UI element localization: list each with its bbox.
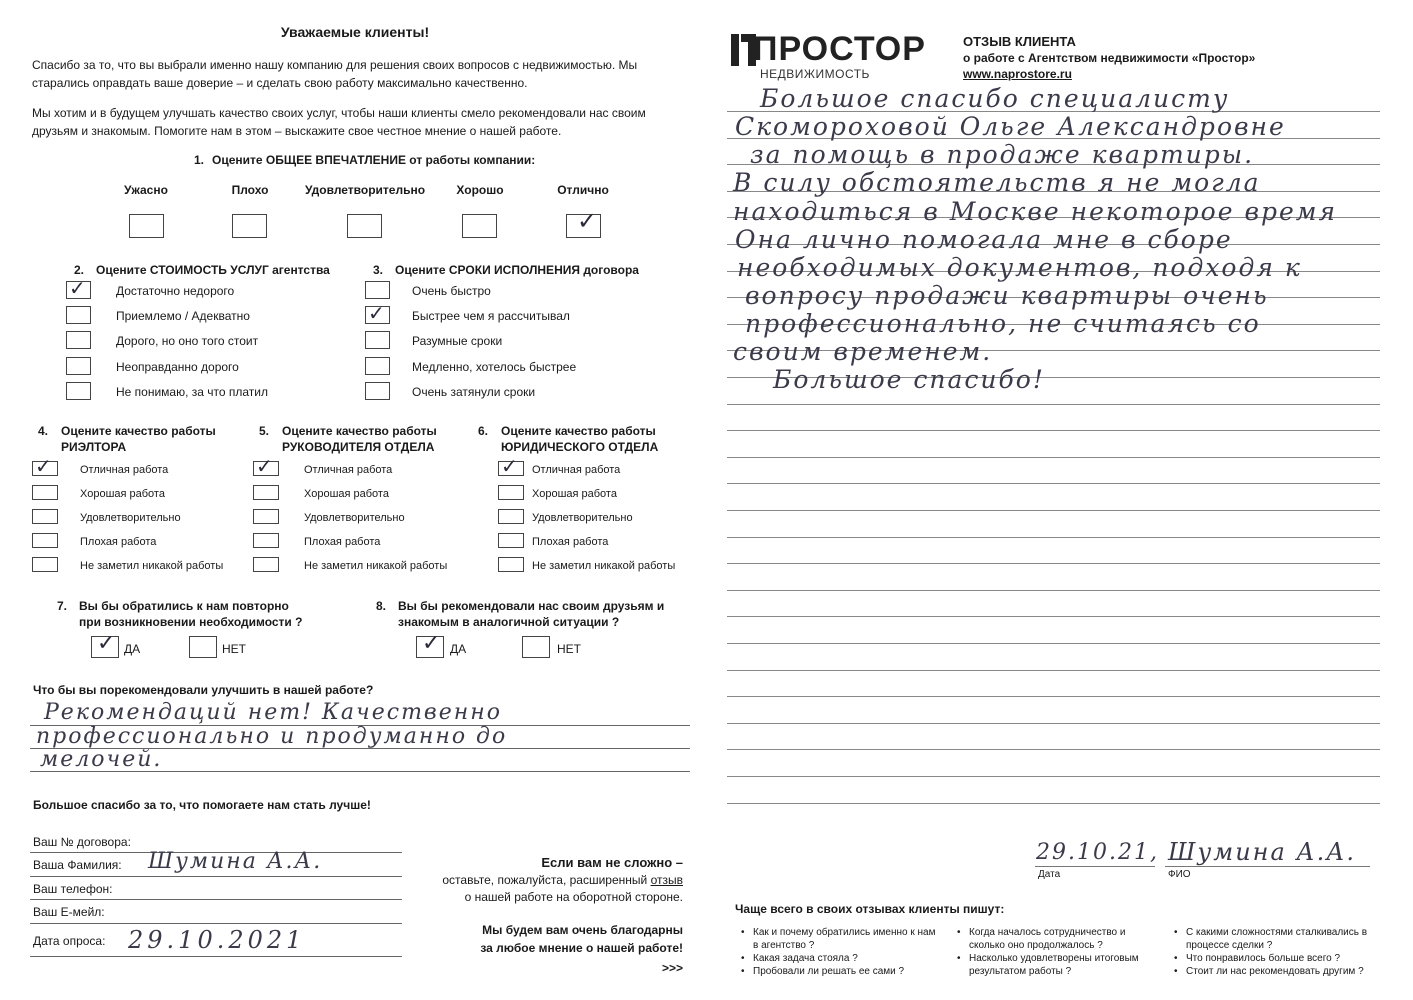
check-mark-icon: ✓ xyxy=(577,207,598,235)
q8-checkbox-yes[interactable] xyxy=(416,631,444,658)
next-page-arrows[interactable]: >>> xyxy=(661,961,683,975)
review-line: за помощь в продаже квартиры. xyxy=(750,140,1255,169)
q3-checkbox[interactable] xyxy=(365,331,390,349)
surname-value[interactable]: Шумина А.А. xyxy=(148,849,323,874)
q6-number: 6. xyxy=(478,424,489,438)
prompt-item: • Как и почему обратились именно к нам в агентство ? xyxy=(741,927,936,951)
q5-checkbox[interactable] xyxy=(253,454,279,478)
q5-checkbox[interactable] xyxy=(253,533,279,548)
side-note-line3: о нашей работе на оборотной стороне. xyxy=(464,890,683,904)
bullet-icon: • xyxy=(957,927,961,938)
q8-title-line1: Вы бы рекомендовали нас своим друзьям и xyxy=(398,599,665,613)
improve-answer-line: мелочей. xyxy=(40,747,163,772)
signature-date: 29.10.21, xyxy=(1036,840,1159,865)
review-line: своим временем. xyxy=(733,337,993,366)
logo-text: ПРОСТОР xyxy=(753,30,926,68)
date-line xyxy=(30,956,402,957)
bullet-icon: • xyxy=(1174,953,1178,964)
q1-option-label: Ужасно xyxy=(124,183,168,197)
q1-title: Оцените ОБЩЕЕ ВПЕЧАТЛЕНИЕ от работы компании: xyxy=(212,153,536,167)
q4-checkbox[interactable] xyxy=(32,485,58,500)
prompts-column-2 xyxy=(957,926,1157,978)
logo-subtitle: НЕДВИЖИМОСТЬ xyxy=(760,67,870,81)
writing-line xyxy=(727,563,1380,564)
q8-no-label: НЕТ xyxy=(557,642,581,656)
q1-checkbox-bad[interactable] xyxy=(232,214,267,238)
q5-checkbox[interactable] xyxy=(253,509,279,524)
q2-number: 2. xyxy=(74,263,85,277)
writing-line xyxy=(727,803,1380,804)
review-line: Большое спасибо специалисту xyxy=(760,84,1230,113)
q3-title: Оцените СРОКИ ИСПОЛНЕНИЯ договора xyxy=(395,263,639,277)
q6-option-label: Отличная работа xyxy=(532,464,621,476)
q5-option-label: Плохая работа xyxy=(304,536,381,548)
writing-line xyxy=(727,616,1380,617)
q6-checkbox[interactable] xyxy=(498,454,524,478)
q7-checkbox-no[interactable] xyxy=(189,636,217,658)
q1-option-label: Удовлетворительно xyxy=(304,183,426,197)
q6-checkbox[interactable] xyxy=(498,485,524,500)
prompt-item: • Насколько удовлетворены итоговым результатом работы ? xyxy=(957,953,1139,977)
side-note-text: оставьте, пожалуйста, расширенный xyxy=(442,873,651,887)
q6-checkbox[interactable] xyxy=(498,509,524,524)
q2-option-label: Не понимаю, за что платил xyxy=(116,385,269,399)
q2-checkbox[interactable] xyxy=(66,357,91,375)
review-line: необходимых документов, подходя к xyxy=(737,253,1302,282)
review-header-title: ОТЗЫВ КЛИЕНТА xyxy=(963,34,1076,49)
writing-line xyxy=(727,430,1380,431)
q1-option-label: Отлично xyxy=(557,183,609,197)
fio-caption: ФИО xyxy=(1168,869,1191,880)
q6-option-label: Хорошая работа xyxy=(532,488,617,500)
side-note-line1: Если вам не сложно – xyxy=(541,855,683,870)
page-heading: Уважаемые клиенты! xyxy=(280,24,430,40)
bullet-icon: • xyxy=(957,953,961,964)
q2-option-label: Дорого, но оно того стоит xyxy=(116,334,259,348)
q1-checkbox-excellent[interactable] xyxy=(566,207,601,238)
phone-label: Ваш телефон: xyxy=(33,882,113,896)
writing-line xyxy=(727,537,1380,538)
q4-checkbox[interactable] xyxy=(32,557,58,572)
q5-title-line2: РУКОВОДИТЕЛЯ ОТДЕЛА xyxy=(282,440,435,454)
q6-option-label: Удовлетворительно xyxy=(532,512,633,524)
q4-checkbox[interactable] xyxy=(32,509,58,524)
q4-number: 4. xyxy=(38,424,49,438)
phone-line xyxy=(30,899,402,900)
q4-option-label: Плохая работа xyxy=(80,536,157,548)
survey-date-value[interactable]: 29.10.2021 xyxy=(128,926,306,954)
writing-line xyxy=(727,776,1380,777)
q7-yes-label: ДА xyxy=(124,642,141,656)
prompt-item: • Когда началось сотрудничество и сколько оно продолжалось ? xyxy=(957,927,1126,951)
review-line: профессионально, не считаясь со xyxy=(745,309,1261,338)
q2-checkbox[interactable] xyxy=(66,382,91,400)
q3-checkbox[interactable] xyxy=(365,301,390,325)
q5-number: 5. xyxy=(259,424,270,438)
check-mark-icon: ✓ xyxy=(97,631,116,656)
q8-checkbox-no[interactable] xyxy=(522,636,550,658)
q6-option-label: Плохая работа xyxy=(532,536,609,548)
q5-checkbox[interactable] xyxy=(253,485,279,500)
writing-line xyxy=(727,643,1380,644)
check-mark-icon: ✓ xyxy=(501,454,518,478)
bullet-icon: • xyxy=(741,966,745,977)
q4-option-label: Не заметил никакой работы xyxy=(80,560,224,572)
check-mark-icon: ✓ xyxy=(368,301,385,325)
date-signature-line xyxy=(1035,866,1155,867)
surname-label: Ваша Фамилия: xyxy=(33,858,122,872)
q3-option-label: Быстрее чем я рассчитывал xyxy=(412,309,570,323)
q5-option-label: Хорошая работа xyxy=(304,488,389,500)
writing-line xyxy=(727,483,1380,484)
bullet-icon: • xyxy=(741,953,745,964)
q3-checkbox[interactable] xyxy=(365,382,390,400)
q2-option-label: Достаточно недорого xyxy=(116,284,235,298)
check-mark-icon: ✓ xyxy=(35,454,52,478)
q5-checkbox[interactable] xyxy=(253,557,279,572)
date-label: Дата опроса: xyxy=(33,934,106,948)
q7-number: 7. xyxy=(57,599,68,613)
q3-option-label: Очень быстро xyxy=(412,284,491,298)
check-mark-icon: ✓ xyxy=(256,454,273,478)
q8-title-line2: знакомым в аналогичной ситуации ? xyxy=(398,615,620,629)
q7-title-line1: Вы бы обратились к нам повторно xyxy=(79,599,289,613)
q6-checkbox[interactable] xyxy=(498,557,524,572)
feedback-link[interactable]: отзыв xyxy=(650,873,683,887)
review-line: Большое спасибо! xyxy=(773,365,1045,394)
writing-line xyxy=(727,749,1380,750)
review-line: находиться в Москве некоторое время xyxy=(733,197,1338,226)
side-note-line2 xyxy=(400,873,683,887)
intro-paragraph-1: Спасибо за то, что вы выбрали именно нашу компанию для решения своих вопросов с недвижимостью. Мы старались оправдать ваше доверие – и сделать свою работу максимально качественно. xyxy=(32,58,638,90)
q3-option-label: Очень затянули сроки xyxy=(412,385,536,399)
q4-option-label: Хорошая работа xyxy=(80,488,165,500)
email-label: Ваш Е-мейл: xyxy=(33,905,105,919)
q3-number: 3. xyxy=(373,263,384,277)
writing-line xyxy=(727,696,1380,697)
side-note-line4: Мы будем вам очень благодарны xyxy=(482,923,683,937)
q4-title-line2: РИЭЛТОРА xyxy=(61,440,127,454)
prompt-item: • Какая задача стояла ? xyxy=(741,953,858,964)
q5-option-label: Не заметил никакой работы xyxy=(304,560,448,572)
q4-title-line1: Оцените качество работы xyxy=(61,424,216,438)
improve-answer-line: Рекомендаций нет! Качественно xyxy=(44,700,502,725)
q4-checkbox[interactable] xyxy=(32,533,58,548)
website-link[interactable]: www.naprostore.ru xyxy=(963,67,1072,81)
q2-checkbox[interactable] xyxy=(66,331,91,349)
surname-line xyxy=(30,876,402,877)
review-line: Скомороховой Ольге Александровне xyxy=(735,112,1286,141)
q8-yes-label: ДА xyxy=(450,642,467,656)
review-line: вопросу продажи квартиры очень xyxy=(745,281,1269,310)
q1-checkbox-satisfactory[interactable] xyxy=(347,214,382,238)
q3-checkbox[interactable] xyxy=(365,281,390,299)
q6-title-line1: Оцените качество работы xyxy=(501,424,656,438)
side-note-line5: за любое мнение о нашей работе! xyxy=(480,941,683,955)
q7-checkbox-yes[interactable] xyxy=(91,631,119,658)
date-caption: Дата xyxy=(1038,869,1061,880)
signature-name: Шумина А.А. xyxy=(1168,838,1357,866)
review-line: В силу обстоятельств я не могла xyxy=(733,168,1261,197)
q1-checkbox-good[interactable] xyxy=(462,214,497,238)
q2-checkbox[interactable] xyxy=(66,276,91,300)
review-line: Она лично помогала мне в сборе xyxy=(735,225,1233,254)
q2-title: Оцените СТОИМОСТЬ УСЛУГ агентства xyxy=(96,263,330,277)
q5-title-line1: Оцените качество работы xyxy=(282,424,437,438)
improve-question: Что бы вы порекомендовали улучшить в нашей работе? xyxy=(33,683,374,697)
q3-option-label: Разумные сроки xyxy=(412,334,503,348)
q7-title-line2: при возникновении необходимости ? xyxy=(79,615,303,629)
prompts-column-3 xyxy=(1174,926,1374,978)
prompts-title: Чаще всего в своих отзывах клиенты пишут: xyxy=(735,902,1005,916)
q4-option-label: Удовлетворительно xyxy=(80,512,181,524)
bullet-icon: • xyxy=(741,927,745,938)
writing-line xyxy=(727,723,1380,724)
q3-checkbox[interactable] xyxy=(365,357,390,375)
q8-number: 8. xyxy=(376,599,387,613)
writing-line xyxy=(727,404,1380,405)
thanks-text: Большое спасибо за то, что помогаете нам стать лучше! xyxy=(33,798,371,812)
writing-line xyxy=(727,457,1380,458)
q2-option-label: Неоправданно дорого xyxy=(116,360,239,374)
contract-label: Ваш № договора: xyxy=(33,835,131,849)
q1-option-label: Хорошо xyxy=(456,183,504,197)
q1-checkbox-terrible[interactable] xyxy=(129,214,164,238)
q1-number: 1. xyxy=(194,153,205,167)
prompt-item: • Стоит ли нас рекомендовать другим ? xyxy=(1174,966,1364,977)
check-mark-icon: ✓ xyxy=(69,276,86,300)
intro-paragraph-2: Мы хотим и в будущем улучшать качество своих услуг, чтобы наши клиенты смело рекомендовали нас своим друзьям и знакомым. Помогите нам в этом – выскажите свое честное мнение о нашей работе. xyxy=(32,106,646,138)
q6-option-label: Не заметил никакой работы xyxy=(532,560,676,572)
prompts-column-1 xyxy=(741,926,941,978)
q5-option-label: Удовлетворительно xyxy=(304,512,405,524)
q4-checkbox[interactable] xyxy=(32,454,58,478)
improve-answer-line: профессионально и продуманно до xyxy=(36,724,508,749)
q6-title-line2: ЮРИДИЧЕСКОГО ОТДЕЛА xyxy=(501,440,659,454)
q1-option-label: Плохо xyxy=(231,183,269,197)
q3-option-label: Медленно, хотелось быстрее xyxy=(412,360,577,374)
q7-no-label: НЕТ xyxy=(222,642,246,656)
fio-signature-line xyxy=(1165,866,1370,867)
prompt-item: • Что понравилось больше всего ? xyxy=(1174,953,1341,964)
check-mark-icon: ✓ xyxy=(422,631,441,656)
q2-option-label: Приемлемо / Адекватно xyxy=(116,309,250,323)
q4-option-label: Отличная работа xyxy=(80,464,169,476)
prompt-item: • С какими сложностями сталкивались в процессе сделки ? xyxy=(1174,927,1368,951)
q5-option-label: Отличная работа xyxy=(304,464,393,476)
q2-checkbox[interactable] xyxy=(66,306,91,324)
prompt-item: • Пробовали ли решать ее сами ? xyxy=(741,966,905,977)
review-header-subtitle: о работе с Агентством недвижимости «Простор» xyxy=(963,51,1256,65)
writing-line xyxy=(727,590,1380,591)
bullet-icon: • xyxy=(1174,927,1178,938)
q6-checkbox[interactable] xyxy=(498,533,524,548)
bullet-icon: • xyxy=(1174,966,1178,977)
email-line xyxy=(30,923,402,924)
writing-line xyxy=(727,510,1380,511)
writing-line xyxy=(727,670,1380,671)
